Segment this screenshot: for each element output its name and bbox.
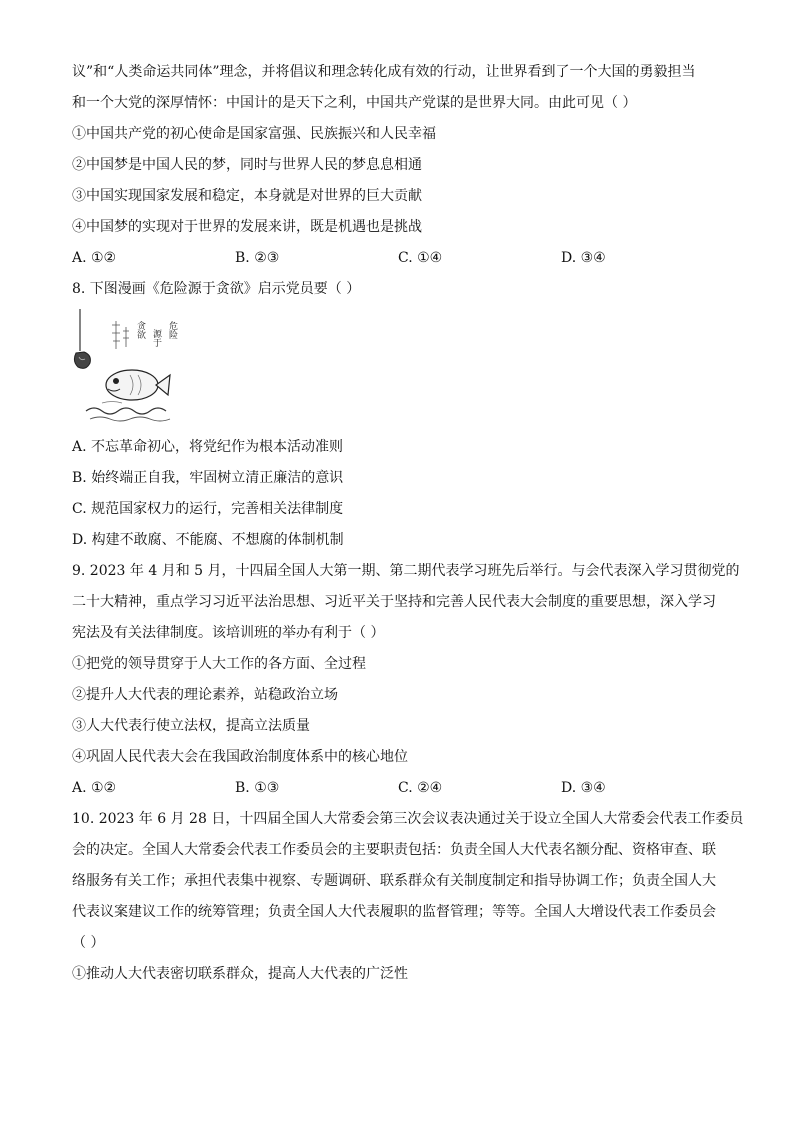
q9-stem-line-2: 二十大精神，重点学习习近平法治思想、习近平关于坚持和完善人民代表大会制度的重要思想，深入学习	[72, 594, 716, 610]
q10-stem-line-1: 10. 2023 年 6 月 28 日，十四届全国人大常委会第三次会议表决通过关于设立全国人大常委会代表工作委员	[72, 811, 744, 827]
q8-cartoon-image	[72, 307, 184, 429]
q9-stem-line-1: 9. 2023 年 4 月和 5 月，十四届全国人大第一期、第二期代表学习班先后举行。与会代表深入学习贯彻党的	[72, 563, 740, 579]
exam-page	[72, 62, 744, 995]
q7-stem-line-1: 议”和“人类命运共同体”理念，并将倡议和理念转化成有效的行动，让世界看到了一个大国的勇毅担当	[72, 64, 696, 80]
q7-statement-3: ③中国实现国家发展和稳定，本身就是对世界的巨大贡献	[72, 188, 422, 204]
q10-stem-line-5: （ ）	[72, 935, 105, 951]
q9-option-c[interactable]: C. ②④	[398, 780, 443, 796]
q9-option-b[interactable]: B. ①③	[235, 780, 280, 796]
q9-option-a[interactable]: A. ①②	[72, 780, 117, 796]
q10-stem-line-3: 络服务有关工作；承担代表集中视察、专题调研、联系群众有关制度制定和指导协调工作；负责全国人大	[72, 873, 716, 889]
q8-option-c[interactable]: C. 规范国家权力的运行，完善相关法律制度	[72, 501, 344, 517]
fishing-cartoon-illustration	[72, 307, 184, 429]
q10-statement-1: ①推动人大代表密切联系群众，提高人大代表的广泛性	[72, 966, 408, 982]
q7-option-c[interactable]: C. ①④	[398, 250, 443, 266]
q7-option-d[interactable]: D. ③④	[561, 250, 606, 266]
q7-statement-2: ②中国梦是中国人民的梦，同时与世界人民的梦息息相通	[72, 157, 422, 173]
q9-statement-3: ③人大代表行使立法权，提高立法质量	[72, 718, 310, 734]
q9-statement-4: ④巩固人民代表大会在我国政治制度体系中的核心地位	[72, 749, 408, 765]
q9-statement-2: ②提升人大代表的理论素养，站稳政治立场	[72, 687, 338, 703]
cartoon-title-col-3: 贪欲	[135, 321, 145, 339]
q7-statement-4: ④中国梦的实现对于世界的发展来讲，既是机遇也是挑战	[72, 219, 422, 235]
cartoon-title-col-1: 危险	[167, 321, 177, 339]
q10-stem-line-2: 会的决定。全国人大常委会代表工作委员会的主要职责包括：负责全国人大代表名额分配、资格审查、联	[72, 842, 716, 858]
q8-option-a[interactable]: A. 不忘革命初心，将党纪作为根本活动准则	[72, 439, 344, 455]
q7-options	[72, 248, 732, 268]
q7-option-b[interactable]: B. ②③	[235, 250, 280, 266]
q7-statement-1: ①中国共产党的初心使命是国家富强、民族振兴和人民幸福	[72, 126, 436, 142]
q8-stem: 8. 下图漫画《危险源于贪欲》启示党员要（ ）	[72, 281, 361, 297]
q9-option-d[interactable]: D. ③④	[561, 780, 606, 796]
q8-option-d[interactable]: D. 构建不敢腐、不能腐、不想腐的体制机制	[72, 532, 344, 548]
q9-statement-1: ①把党的领导贯穿于人大工作的各方面、全过程	[72, 656, 366, 672]
cartoon-title-col-2: 源于	[151, 329, 161, 347]
q7-option-a[interactable]: A. ①②	[72, 250, 117, 266]
q8-option-b[interactable]: B. 始终端正自我，牢固树立清正廉洁的意识	[72, 470, 344, 486]
q10-stem-line-4: 代表议案建议工作的统筹管理；负责全国人大代表履职的监督管理；等等。全国人大增设代表工作委员会	[72, 904, 716, 920]
q7-stem-line-2: 和一个大党的深厚情怀：中国计的是天下之利，中国共产党谋的是世界大同。由此可见（ ）	[72, 95, 637, 111]
q9-stem-line-3: 宪法及有关法律制度。该培训班的举办有利于（ ）	[72, 625, 385, 641]
q9-options	[72, 778, 732, 798]
